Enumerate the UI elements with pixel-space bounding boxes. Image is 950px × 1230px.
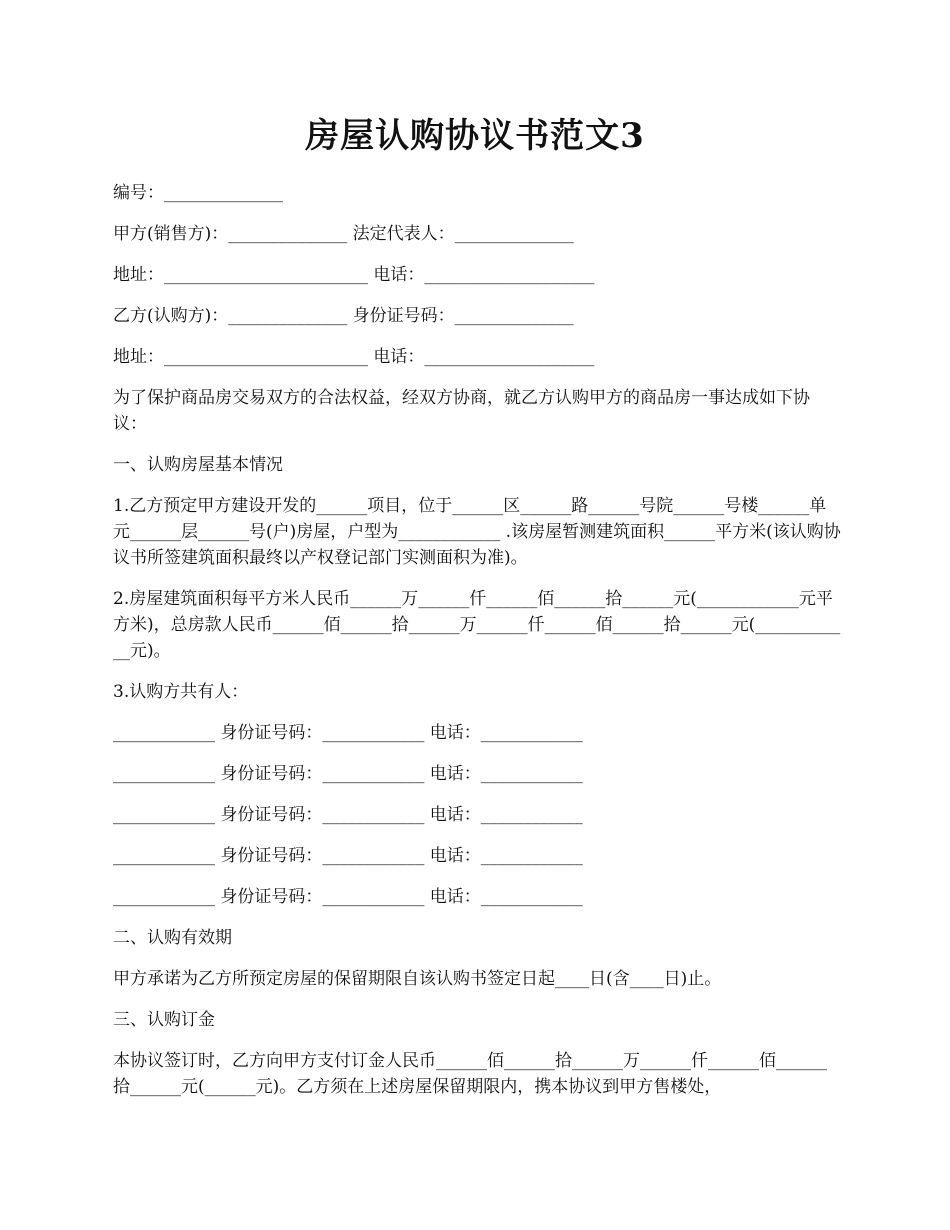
co-owner-line: ____________ 身份证号码：____________ 电话：____________: [113, 723, 583, 743]
serial-number-line: 编号：______________: [113, 183, 283, 203]
clause-1-1: 1.乙方预定甲方建设开发的______项目，位于______区______路______号院______号楼______单元______层______号(户)房屋，户型为____________ .该房屋暂测建筑面积______平方米(该认购协议书所签建筑面积最终以产权登记部门实测面积为准)。: [113, 496, 841, 568]
co-owner-line: ____________ 身份证号码：____________ 电话：____________: [113, 846, 583, 866]
section-heading-1: 一、认购房屋基本情况: [113, 455, 283, 475]
document-title: 房屋认购协议书范文3: [305, 116, 645, 156]
deposit-paragraph: 本协议签订时，乙方向甲方支付订金人民币______佰______拾______万______仟______佰______拾______元(______元)。乙方须在上述房屋保留期限内，携本协议到甲方售楼处，: [113, 1051, 827, 1097]
preamble-paragraph: 为了保护商品房交易双方的合法权益，经双方协商，就乙方认购甲方的商品房一事达成如下协议：: [113, 388, 810, 434]
section-heading-3: 三、认购订金: [113, 1010, 215, 1030]
section-heading-2: 二、认购有效期: [113, 928, 232, 948]
co-owner-line: ____________ 身份证号码：____________ 电话：____________: [113, 887, 583, 907]
clause-1-2: 2.房屋建筑面积每平方米人民币______万______仟______佰______拾______元(____________元平方米)，总房款人民币______佰______拾______万______仟______佰______拾______元(____________元)。: [113, 589, 841, 661]
co-owner-line: ____________ 身份证号码：____________ 电话：____________: [113, 764, 583, 784]
co-owner-line: ____________ 身份证号码：____________ 电话：____________: [113, 805, 583, 825]
party-a-address-line: 地址：________________________ 电话：____________________: [113, 265, 595, 285]
party-b-address-line: 地址：________________________ 电话：____________________: [113, 347, 595, 367]
clause-1-3: 3.认购方共有人：: [113, 682, 249, 702]
document-body: [113, 180, 841, 1115]
validity-paragraph: 甲方承诺为乙方所预定房屋的保留期限自该认购书签定日起____日(含____日)止。: [113, 969, 722, 989]
party-b-line: 乙方(认购方)：______________ 身份证号码：______________: [113, 306, 574, 326]
party-a-line: 甲方(销售方)：______________ 法定代表人：______________: [113, 224, 574, 244]
